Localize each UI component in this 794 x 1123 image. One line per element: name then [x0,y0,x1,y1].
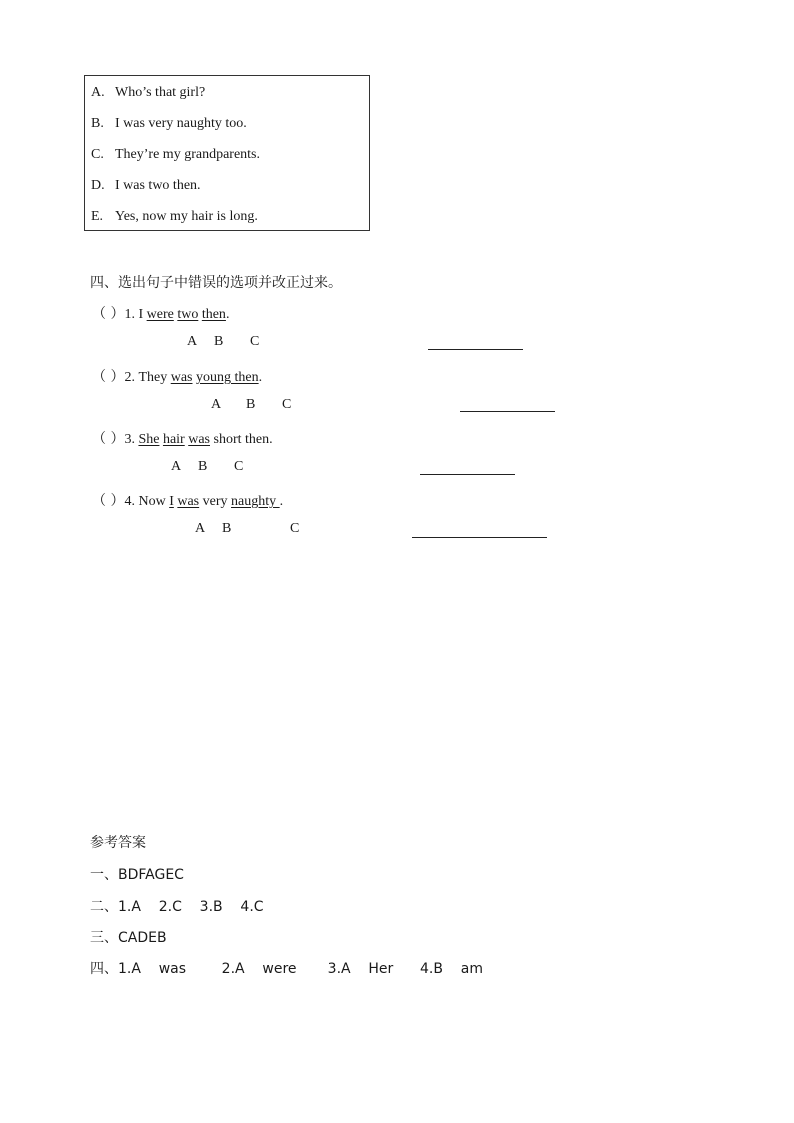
q3-label-c: C [234,459,244,474]
answer-line-2: 二、1.A 2.C 3.B 4.C [90,899,264,915]
option-a: A. Who’s that girl? [91,85,206,100]
q1-answer-blank[interactable] [428,349,523,350]
q1-option-b: two [177,307,199,322]
options-box [84,75,370,231]
q2-label-c: C [282,397,292,412]
question-2: （ ）2. They was young then. [92,369,263,385]
answer-line-4: 四、1.A was 2.A were 3.A Her 4.B am [90,961,483,977]
q4-option-a: I [169,494,174,509]
answers-title: 参考答案 [90,835,146,851]
q1-label-b: B [214,334,224,349]
q3-option-a: She [138,432,160,447]
q1-option-c: then [201,307,226,322]
question-4: （ ）4. Now I was very naughty . [92,493,284,509]
q4-option-b: was [177,494,200,509]
option-e: E. Yes, now my hair is long. [91,209,258,224]
q4-label-b: B [222,521,232,536]
question-3: （ ）3. She hair was short then. [92,431,273,447]
q2-label-a: A [211,397,222,412]
q1-option-a: were [146,307,174,322]
q4-answer-blank[interactable] [412,537,547,538]
q3-answer-blank[interactable] [420,474,515,475]
q2-option-a: was [170,370,193,385]
q2-option-c: then [234,370,259,385]
q4-label-a: A [195,521,206,536]
q2-label-b: B [246,397,256,412]
q4-option-c: naughty [231,494,280,509]
q3-option-c: was [188,432,210,447]
answer-line-3: 三、CADEB [90,930,167,946]
q4-label-c: C [290,521,300,536]
q2-answer-blank[interactable] [460,411,555,412]
q3-option-b: hair [162,432,185,447]
q3-label-a: A [171,459,182,474]
q3-label-b: B [198,459,208,474]
option-b: B. I was very naughty too. [91,116,247,131]
q1-label-a: A [187,334,198,349]
option-c: C. They’re my grandparents. [91,147,260,162]
section4-heading: 四、选出句子中错误的选项并改正过来。 [90,275,342,291]
question-1: （ ）1. I were two then. [92,306,230,322]
q2-option-b: young [196,370,235,385]
answer-line-1: 一、BDFAGEC [90,867,184,883]
option-d: D. I was two then. [91,178,201,193]
q1-label-c: C [250,334,260,349]
